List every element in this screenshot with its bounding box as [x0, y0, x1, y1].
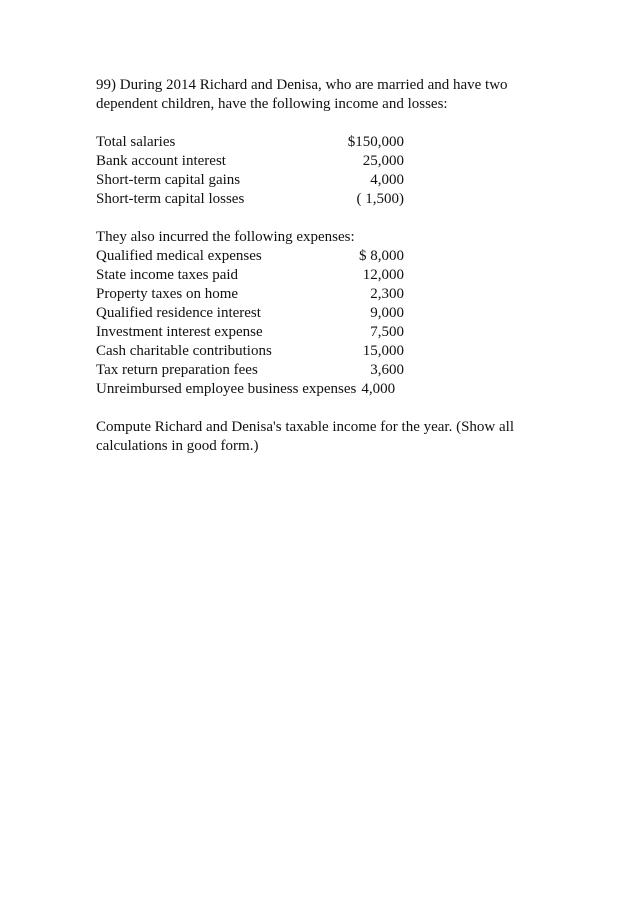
expense-row [96, 380, 566, 399]
expense-amount: 15,000 [362, 343, 404, 359]
expense-row [96, 342, 566, 361]
expense-row [96, 266, 566, 285]
expense-amount: 2,300 [370, 286, 404, 302]
income-label: Total salaries [96, 134, 176, 150]
expense-label: Cash charitable contributions [96, 343, 272, 359]
expense-list [96, 247, 566, 399]
income-label: Bank account interest [96, 153, 226, 169]
income-amount: 4,000 [370, 172, 404, 188]
income-row [96, 190, 566, 209]
expense-row [96, 323, 566, 342]
expense-label: Qualified medical expenses [96, 248, 262, 264]
income-row [96, 171, 566, 190]
expense-row [96, 304, 566, 323]
expense-label: Property taxes on home [96, 286, 239, 302]
question-block [96, 76, 566, 456]
spacer [96, 114, 566, 133]
income-label: Short-term capital gains [96, 172, 241, 188]
instruction-line-1: Compute Richard and Denisa's taxable income for the year. (Show all [96, 419, 515, 435]
instruction-line-2: calculations in good form.) [96, 438, 259, 454]
expense-row [96, 247, 566, 266]
expense-row [96, 285, 566, 304]
expense-label: Unreimbursed employee business expenses [96, 381, 357, 397]
income-amount: 25,000 [362, 153, 404, 169]
expense-amount: 7,500 [370, 324, 404, 340]
income-amount: ( 1,500) [356, 191, 404, 207]
expense-amount: 9,000 [370, 305, 404, 321]
expense-row [96, 361, 566, 380]
expense-amount: $ 8,000 [359, 248, 404, 264]
expense-label: State income taxes paid [96, 267, 239, 283]
expense-amount: 3,600 [370, 362, 404, 378]
expense-label: Qualified residence interest [96, 305, 261, 321]
income-row [96, 133, 566, 152]
expense-label: Investment interest expense [96, 324, 263, 340]
expenses-heading: They also incurred the following expenses: [96, 229, 355, 245]
income-amount: $150,000 [347, 134, 404, 150]
question-intro-line-2: dependent children, have the following income and losses: [96, 96, 448, 112]
income-label: Short-term capital losses [96, 191, 245, 207]
spacer [96, 209, 566, 228]
expense-amount: 12,000 [362, 267, 404, 283]
question-intro-line-1: 99) During 2014 Richard and Denisa, who are married and have two [96, 77, 508, 93]
expense-label: Tax return preparation fees [96, 362, 258, 378]
spacer [96, 399, 566, 418]
income-list [96, 133, 566, 209]
income-row [96, 152, 566, 171]
expense-amount: 4,000 [361, 381, 396, 397]
